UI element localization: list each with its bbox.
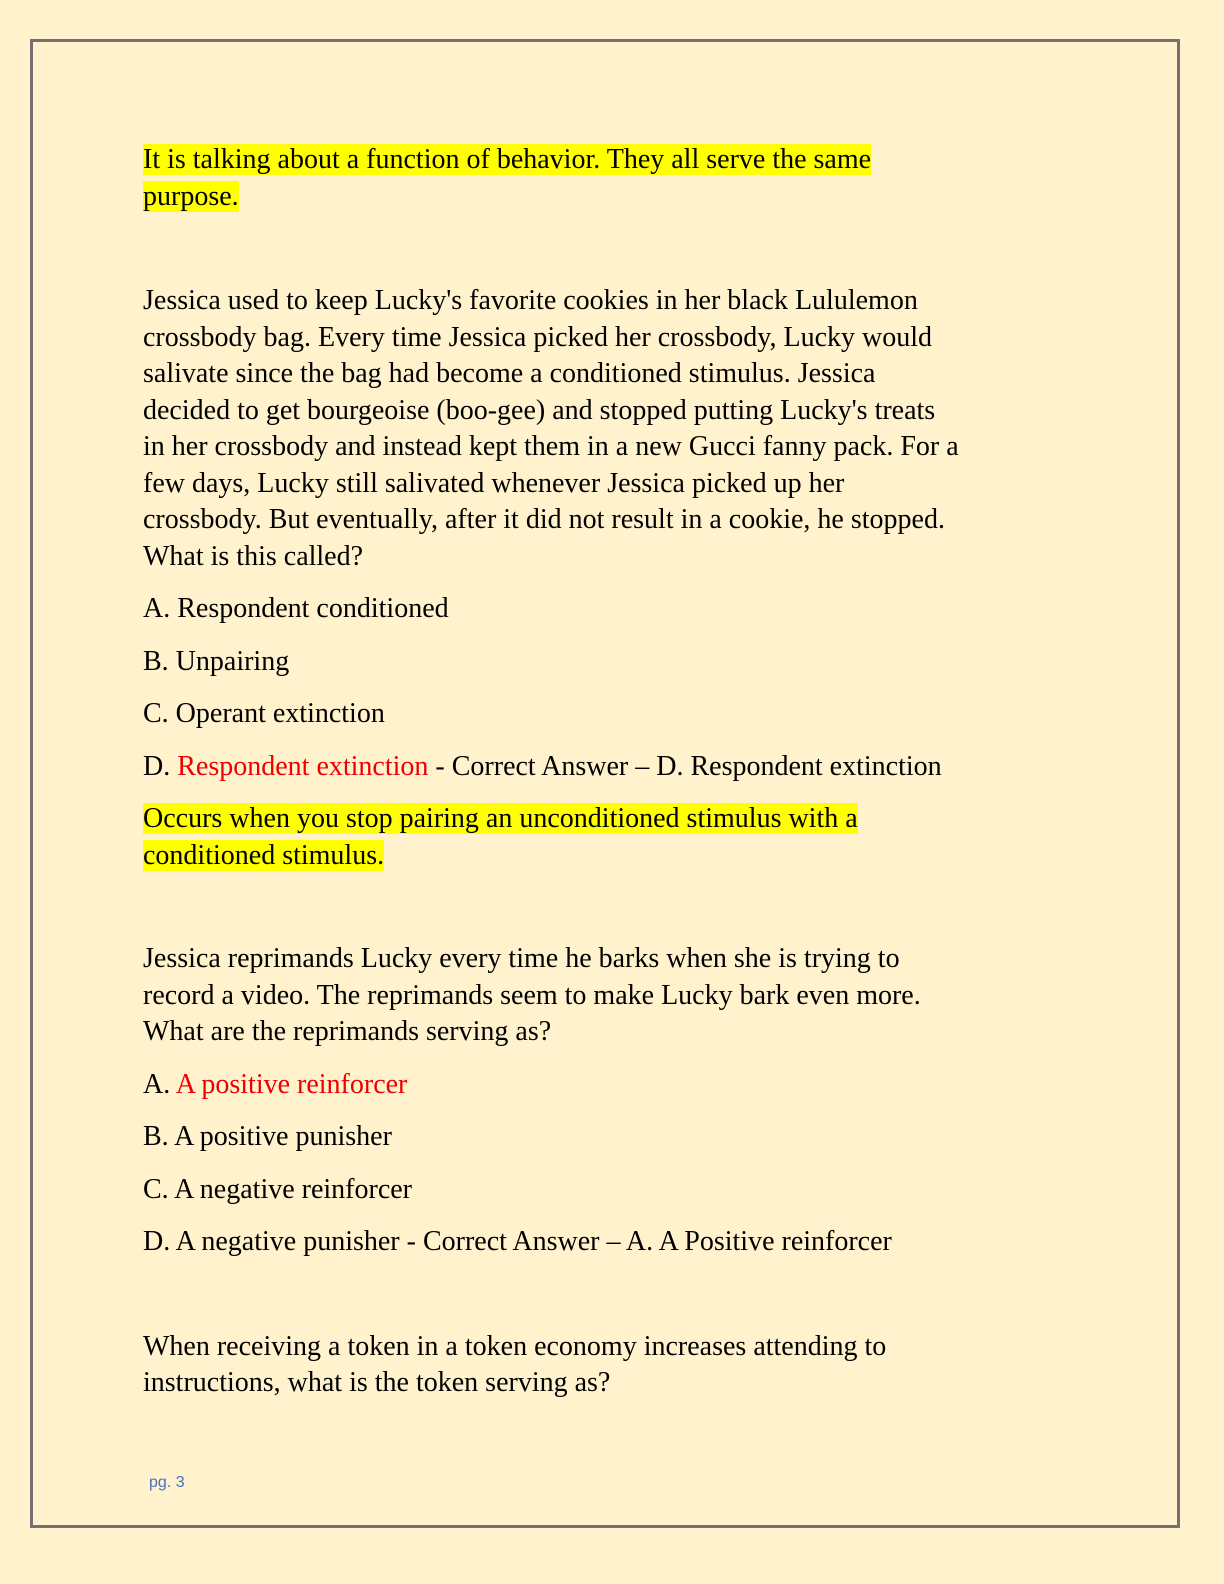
question-2-line: Jessica reprimands Lucky every time he barks when she is trying to — [143, 943, 900, 974]
correct-answer-note: - Correct Answer – D. Respondent extinction — [428, 750, 942, 782]
question-3-line: instructions, what is the token serving as? — [143, 1367, 611, 1398]
question-1-line: What is this called? — [143, 540, 364, 572]
question-1-text — [143, 283, 1083, 575]
question-1-line: salivate since the bag had become a conditioned stimulus. Jessica — [143, 358, 876, 389]
intro-highlight-line-2: purpose. — [143, 180, 239, 212]
option-d-prefix: D. — [143, 750, 178, 782]
question-1-explanation — [143, 801, 1083, 874]
option-a-answer-text: A positive reinforcer — [175, 1068, 408, 1100]
question-2-option-b: B. A positive punisher — [143, 1121, 392, 1152]
option-d-answer-text: Respondent extinction — [177, 750, 429, 782]
question-1-line: Jessica used to keep Lucky's favorite cookies in her black Lululemon — [143, 285, 918, 316]
question-2-line: What are the reprimands serving as? — [143, 1016, 552, 1047]
page-content — [143, 142, 1083, 1402]
question-3-text — [143, 1329, 1083, 1402]
question-1-option-d — [143, 749, 1083, 786]
question-1-line: in her crossbody and instead kept them in a new Gucci fanny pack. For a — [143, 431, 959, 462]
question-1-line: crossbody. But eventually, after it did not result in a cookie, he stopped. — [143, 504, 945, 535]
question-1-option-c: C. Operant extinction — [143, 698, 385, 729]
explanation-line-2: conditioned stimulus. — [143, 839, 385, 871]
intro-highlight — [143, 142, 1083, 215]
question-1-option-a: A. Respondent conditioned — [143, 593, 449, 624]
option-a-prefix: A. — [143, 1068, 176, 1100]
question-2-option-a — [143, 1067, 1083, 1104]
question-3-line: When receiving a token in a token economy increases attending to — [143, 1330, 887, 1362]
question-2-option-d: D. A negative punisher - Correct Answer – A. A Positive reinforcer — [143, 1226, 892, 1257]
question-1-line: crossbody bag. Every time Jessica picked her crossbody, Lucky would — [143, 321, 932, 353]
explanation-line-1: Occurs when you stop pairing an unconditioned stimulus with a — [143, 803, 858, 834]
question-2-line: record a video. The reprimands seem to make Lucky bark even more. — [143, 979, 921, 1011]
question-1-line: few days, Lucky still salivated whenever Jessica picked up her — [143, 467, 845, 499]
question-2-text — [143, 941, 1083, 1051]
question-1-option-b: B. Unpairing — [143, 645, 290, 677]
question-1-line: decided to get bourgeoise (boo-gee) and stopped putting Lucky's treats — [143, 394, 936, 426]
intro-highlight-line-1: It is talking about a function of behavior. They all serve the same — [143, 144, 872, 175]
question-2-option-c: C. A negative reinforcer — [143, 1173, 413, 1205]
page-number: pg. 3 — [149, 1474, 185, 1491]
